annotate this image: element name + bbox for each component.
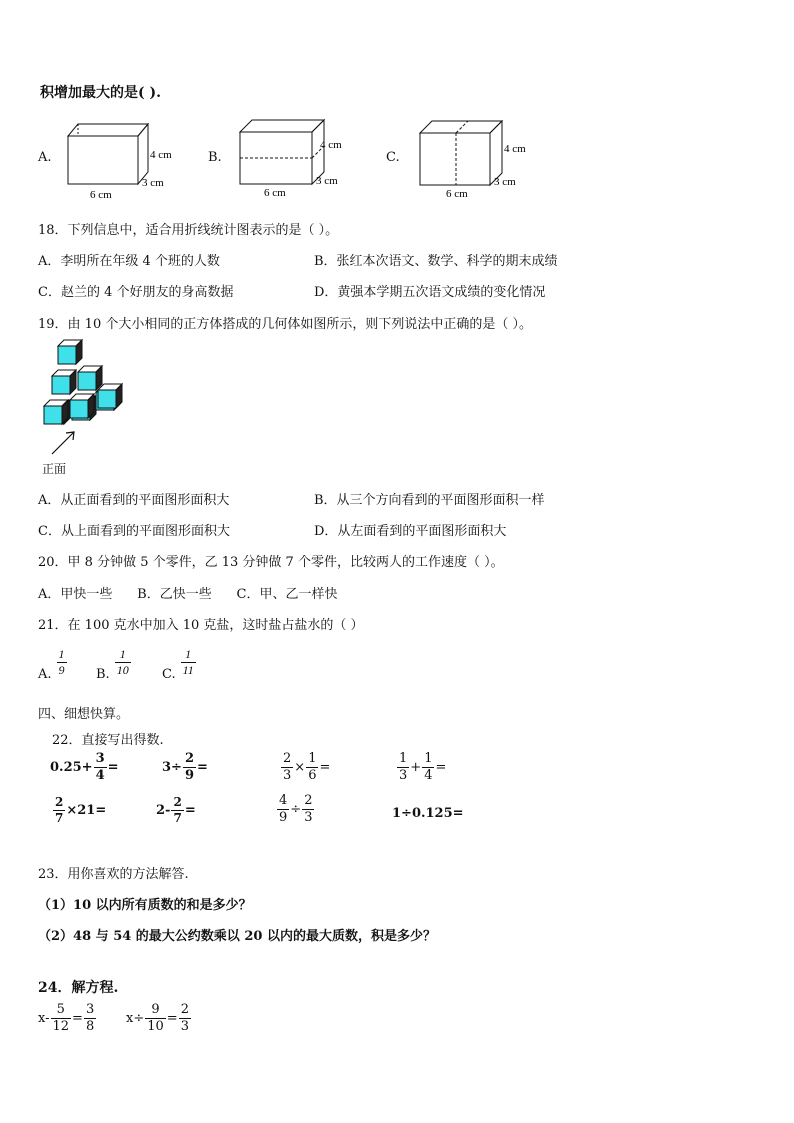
fraction-denominator: 10 — [147, 1018, 164, 1034]
q22-expr-r2c2 — [156, 796, 196, 824]
fraction — [179, 1003, 191, 1033]
fraction-denominator: 4 — [95, 767, 105, 783]
expr-operator: = — [166, 1010, 178, 1026]
q22-expr-r1c4 — [396, 752, 446, 782]
expr-text: = — [197, 759, 208, 775]
q22-expr-r2c3 — [276, 794, 315, 824]
q19-option-b: B．从三个方向看到的平面图形面积一样 — [314, 493, 545, 508]
q21-option-a-letter: A. — [38, 667, 52, 683]
expr-text: 3÷ — [162, 759, 182, 775]
fraction-denominator: 9 — [58, 662, 65, 677]
fraction-numerator: 2 — [55, 795, 64, 809]
q17-b-width: 6 cm — [264, 187, 286, 199]
expr-text: = — [319, 759, 331, 775]
fraction-numerator: 9 — [151, 1002, 160, 1017]
expr-text: x÷ — [126, 1010, 145, 1026]
fraction-numerator: 1 — [399, 751, 408, 766]
q17-option-c-letter: C. — [386, 150, 400, 165]
q18-option-c: C．赵兰的 4 个好朋友的身高数据 — [38, 285, 234, 300]
fraction — [302, 794, 314, 824]
fraction — [281, 752, 293, 782]
fraction-numerator: 1 — [424, 751, 433, 766]
fraction-numerator: 2 — [304, 793, 313, 808]
q17-b-depth: 3 cm — [316, 175, 338, 187]
q18-option-a: A．李明所在年级 4 个班的人数 — [38, 254, 220, 269]
q17-c-height: 4 cm — [504, 143, 526, 155]
fraction — [306, 752, 318, 782]
q21-option-b-letter: B. — [96, 667, 110, 683]
q24-equation-1 — [38, 1003, 97, 1033]
q23-part-1: （1）10 以内所有质数的和是多少？ — [38, 898, 252, 913]
fraction — [94, 752, 107, 782]
q17-box-c-figure — [412, 115, 542, 203]
fraction-numerator: 5 — [56, 1002, 65, 1017]
q20-stem: 20．甲 8 分钟做 5 个零件，乙 13 分钟做 7 个零件，比较两人的工作速度（ ）。 — [38, 555, 504, 570]
fraction — [183, 752, 196, 782]
q19-option-d: D．从左面看到的平面图形面积大 — [314, 524, 507, 539]
fraction-numerator: 3 — [85, 1002, 95, 1017]
q19-option-c: C．从上面看到的平面图形面积大 — [38, 524, 230, 539]
fraction — [145, 1003, 166, 1033]
fraction-denominator: 3 — [304, 809, 313, 825]
expr-text: x- — [38, 1010, 50, 1026]
q17-c-depth: 3 cm — [494, 176, 516, 188]
fraction-numerator: 3 — [95, 751, 105, 766]
fraction — [277, 794, 289, 824]
q24-stem: 24．解方程. — [38, 980, 119, 996]
fraction-numerator: 1 — [119, 647, 126, 661]
expr-text: = — [184, 802, 196, 818]
expr-operator: + — [410, 759, 422, 775]
q20-options: A．甲快一些 B．乙快一些 C．甲、乙一样快 — [38, 587, 338, 602]
fraction-denominator: 6 — [308, 767, 317, 783]
fraction-numerator: 1 — [185, 647, 192, 661]
section-four-heading: 四、细想快算。 — [38, 707, 130, 722]
q22-expr-r2c1 — [52, 796, 106, 824]
q19-option-a: A．从正面看到的平面图形面积大 — [38, 493, 230, 508]
fraction-denominator: 9 — [184, 767, 194, 783]
q21-option-c-fraction — [181, 648, 196, 676]
q17-box-a-figure — [60, 118, 190, 200]
fraction — [171, 796, 183, 824]
fraction-numerator: 2 — [180, 1002, 189, 1017]
q19-front-label: 正面 — [42, 462, 67, 476]
q22-stem: 22．直接写出得数. — [52, 733, 164, 748]
expr-text: 2- — [156, 802, 171, 818]
q18-option-b: B．张红本次语文、数学、科学的期末成绩 — [314, 254, 558, 269]
q21-option-a — [38, 648, 68, 682]
fraction-denominator: 3 — [283, 767, 292, 783]
q17-a-width: 6 cm — [90, 189, 112, 200]
q17-a-depth: 3 cm — [142, 177, 164, 189]
fraction — [51, 1003, 72, 1033]
fraction-denominator: 9 — [279, 809, 288, 825]
q22-expr-r1c1 — [50, 752, 119, 782]
fraction-denominator: 12 — [52, 1018, 70, 1034]
q22-expr-r1c3 — [280, 752, 330, 782]
fraction-denominator: 4 — [424, 767, 433, 783]
q21-option-c-letter: C. — [162, 667, 176, 683]
fraction-numerator: 2 — [173, 795, 182, 809]
q18-option-d: D．黄强本学期五次语文成绩的变化情况 — [314, 285, 546, 300]
q17-b-height: 4 cm — [320, 139, 342, 151]
q17-a-height: 4 cm — [150, 149, 172, 161]
q21-option-c — [162, 648, 197, 682]
q22-expr-r2c4: 1÷0.125= — [392, 806, 464, 821]
q23-part-2: （2）48 与 54 的最大公约数乘以 20 以内的最大质数，积是多少？ — [38, 929, 436, 944]
q17-option-b-letter: B. — [208, 150, 222, 165]
fraction-numerator: 4 — [279, 793, 288, 808]
q21-option-b — [96, 648, 132, 682]
q17-stem: 积增加最大的是( ). — [40, 85, 161, 101]
fraction-numerator: 1 — [308, 751, 317, 766]
expr-text: 0.25+ — [50, 759, 93, 775]
fraction — [422, 752, 434, 782]
q17-c-width: 6 cm — [446, 188, 468, 200]
fraction — [397, 752, 409, 782]
expr-operator: = — [72, 1010, 83, 1026]
q21-option-a-fraction — [57, 648, 67, 676]
fraction — [53, 796, 65, 824]
q24-equation-2 — [126, 1003, 192, 1033]
q21-stem: 21．在 100 克水中加入 10 克盐，这时盐占盐水的（ ） — [38, 618, 364, 633]
fraction-denominator: 8 — [85, 1018, 95, 1034]
expr-text: ×21= — [66, 802, 107, 818]
q19-cube-figure — [38, 338, 138, 460]
q22-expr-r1c2 — [162, 752, 208, 782]
q19-stem: 19．由 10 个大小相同的正方体搭成的几何体如图所示，则下列说法中正确的是（ ）。 — [38, 317, 532, 332]
q17-box-b-figure — [232, 112, 362, 200]
fraction-numerator: 2 — [283, 751, 292, 766]
expr-text: = — [435, 759, 447, 775]
fraction-denominator: 11 — [182, 662, 194, 677]
expr-operator: ÷ — [290, 801, 302, 817]
expr-text: = — [107, 759, 119, 775]
q18-stem: 18．下列信息中，适合用折线统计图表示的是（ ）。 — [38, 223, 339, 238]
fraction-denominator: 3 — [399, 767, 408, 783]
fraction-denominator: 7 — [55, 810, 64, 825]
fraction-numerator: 1 — [58, 647, 65, 661]
expr-operator: × — [294, 759, 306, 775]
fraction-denominator: 7 — [173, 810, 182, 825]
fraction-numerator: 2 — [184, 751, 194, 766]
q17-option-a-letter: A. — [38, 150, 52, 165]
fraction — [84, 1003, 96, 1033]
fraction-denominator: 10 — [116, 662, 129, 677]
fraction-denominator: 3 — [180, 1018, 189, 1034]
q21-option-b-fraction — [115, 648, 131, 676]
q23-stem: 23．用你喜欢的方法解答. — [38, 867, 189, 882]
